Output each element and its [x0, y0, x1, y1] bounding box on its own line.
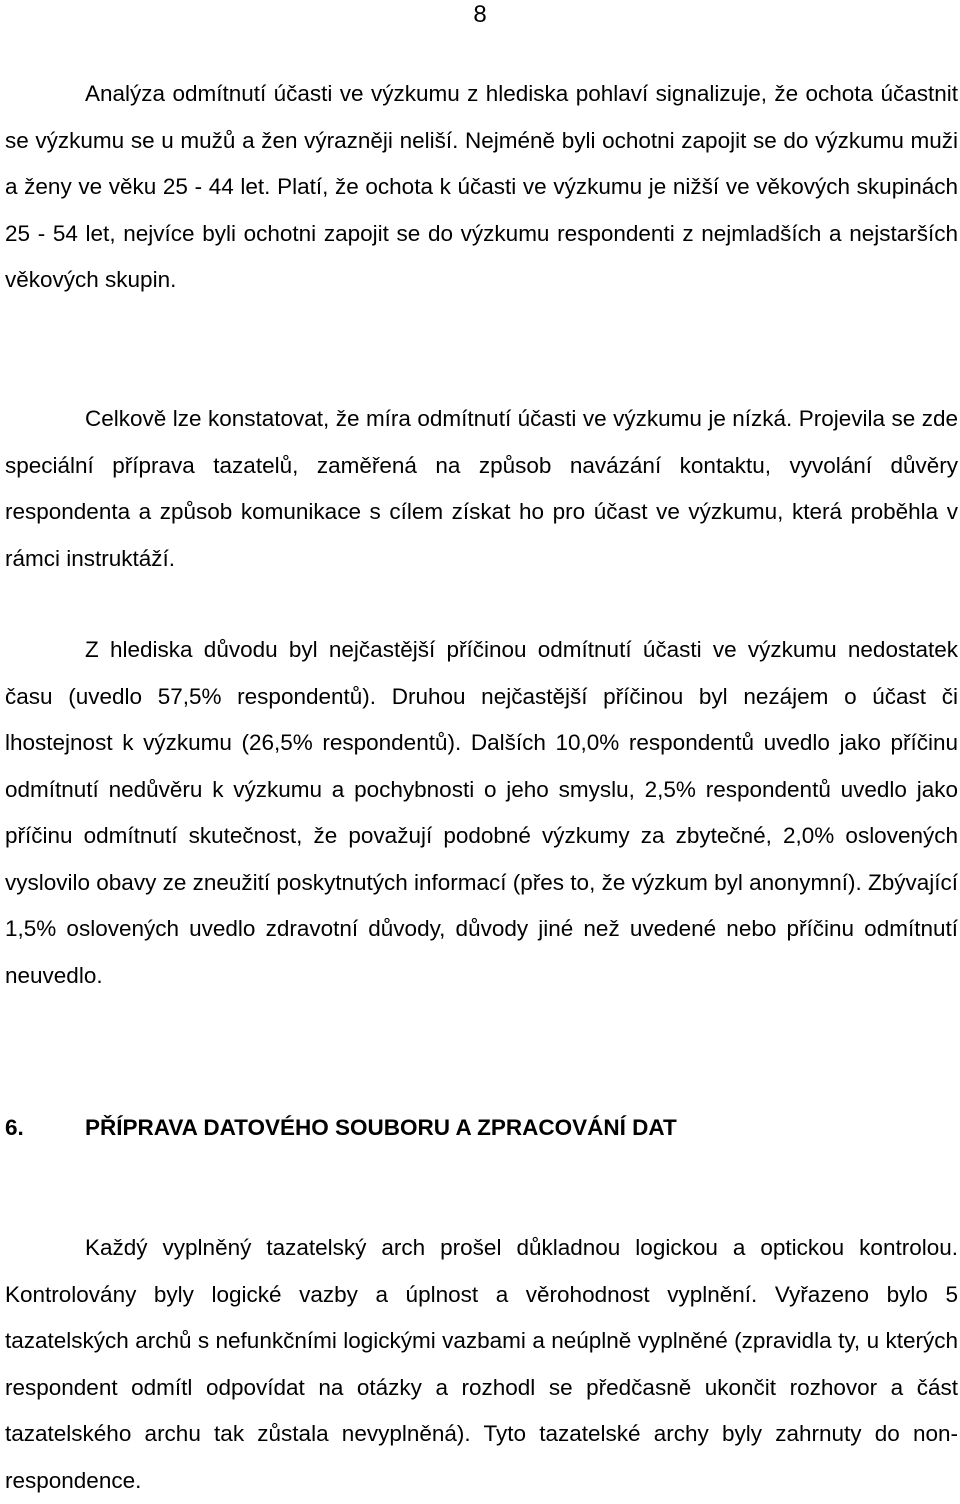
- section-heading: [5, 1105, 955, 1151]
- paragraph-gender-analysis: Analýza odmítnutí účasti ve výzkumu z hlediska pohlaví signalizuje, že ochota účastnit se výzkumu se u mužů a žen výrazněji neliší. Nejméně byli ochotni zapojit se do výzkumu muži a ženy ve věku 25 - 44 let. Platí, že ochota k účasti ve výzkumu je nižší ve věkových skupinách 25 - 54 let, nejvíce byli ochotni zapojit se do výzkumu respondenti z nejmladších a nejstarších věkových skupin.: [5, 81, 958, 292]
- paragraph-refusal-reasons: Z hlediska důvodu byl nejčastější příčinou odmítnutí účasti ve výzkumu nedostatek času (uvedlo 57,5% respondentů). Druhou nejčastější příčinou byl nezájem o účast či lhostejnost k výzkumu (26,5% respondentů). Dalších 10,0% respondentů uvedlo jako příčinu odmítnutí nedůvěru k výzkumu a pochybnosti o jeho smyslu, 2,5% respondentů uvedlo jako příčinu odmítnutí skutečnost, že považují podobné výzkumy za zbytečné, 2,0% oslovených vyslovilo obavy ze zneužití poskytnutých informací (přes to, že výzkum byl anonymní). Zbývající 1,5% oslovených uvedlo zdravotní důvody, důvody jiné než uvedené nebo příčinu odmítnutí neuvedlo.: [5, 637, 958, 988]
- paragraph-data-control: Každý vyplněný tazatelský arch prošel důkladnou logickou a optickou kontrolou. Kontrolovány byly logické vazby a úplnost a věrohodnost vyplnění. Vyřazeno bylo 5 tazatelských archů s nefunkčními logickými vazbami a neúplně vyplněné (zpravidla ty, u kterých respondent odmítl odpovídat na otázky a rozhodl se předčasně ukončit rozhovor a část tazatelského archu tak zůstala nevyplněná). Tyto tazatelské archy byly zahrnuty do non-respondence.: [5, 1235, 958, 1493]
- section-number: 6.: [5, 1115, 24, 1140]
- paragraph-refusal-rate: Celkově lze konstatovat, že míra odmítnutí účasti ve výzkumu je nízká. Projevila se zde speciální příprava tazatelů, zaměřená na způsob navázání kontaktu, vyvolání důvěry respondenta a způsob komunikace s cílem získat ho pro účast ve výzkumu, která proběhla v rámci instruktáží.: [5, 406, 958, 571]
- section-title: PŘÍPRAVA DATOVÉHO SOUBORU A ZPRACOVÁNÍ DAT: [85, 1115, 677, 1140]
- page-number: 8: [473, 1, 487, 28]
